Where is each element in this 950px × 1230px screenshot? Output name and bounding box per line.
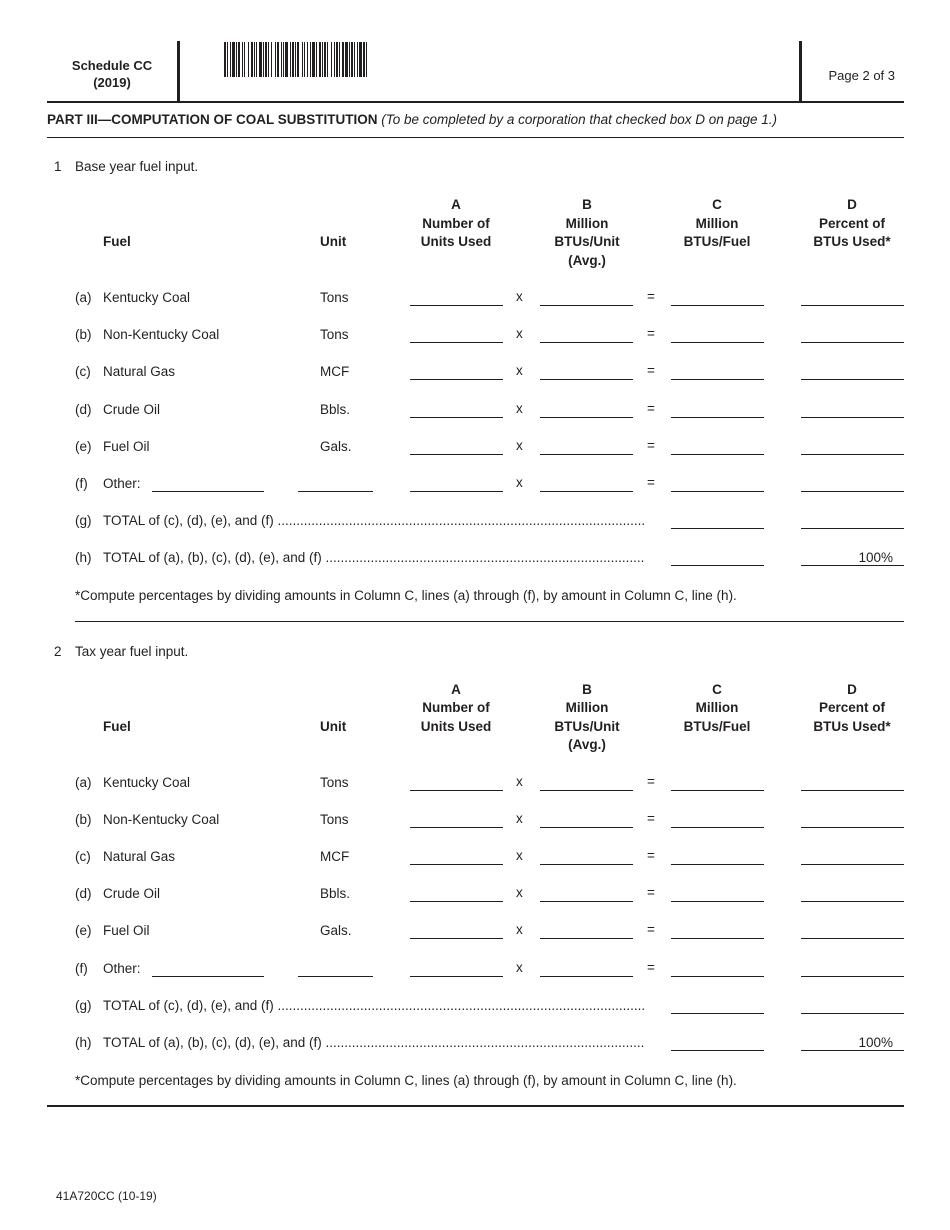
column-header-d-line: Percent of bbox=[818, 700, 886, 715]
section-label bbox=[54, 159, 198, 174]
column-header-b-line: B bbox=[582, 197, 592, 212]
column-b-input[interactable] bbox=[540, 379, 633, 380]
column-header-a bbox=[396, 196, 516, 252]
column-c-input[interactable] bbox=[671, 454, 764, 455]
column-d-input[interactable] bbox=[801, 901, 904, 902]
compute-percentages-note: *Compute percentages by dividing amounts in Column C, lines (a) through (f), by amount in Column C, line (h). bbox=[75, 588, 737, 603]
row-letter: (c) bbox=[75, 364, 91, 380]
bottom-rule bbox=[47, 1105, 904, 1107]
form-code: 41A720CC (10-19) bbox=[56, 1189, 157, 1203]
section-title: Base year fuel input. bbox=[75, 159, 199, 174]
row-unit: Gals. bbox=[320, 438, 352, 454]
column-a-input[interactable] bbox=[410, 491, 503, 492]
column-d-input[interactable] bbox=[801, 827, 904, 828]
part-rule bbox=[47, 137, 904, 138]
column-c-input[interactable] bbox=[671, 901, 764, 902]
column-c-input[interactable] bbox=[671, 379, 764, 380]
other-unit-input[interactable] bbox=[298, 491, 373, 492]
row-fuel-name: Kentucky Coal bbox=[103, 774, 191, 790]
column-a-input[interactable] bbox=[410, 379, 503, 380]
column-c-input[interactable] bbox=[671, 938, 764, 939]
column-d-input[interactable] bbox=[801, 454, 904, 455]
column-header-b bbox=[527, 681, 647, 755]
times-operator: x bbox=[516, 437, 523, 453]
column-header-c bbox=[657, 681, 777, 737]
total-g-column-d-input[interactable] bbox=[801, 1013, 904, 1014]
column-b-input[interactable] bbox=[540, 342, 633, 343]
row-letter: (c) bbox=[75, 848, 91, 864]
column-c-input[interactable] bbox=[671, 491, 764, 492]
part-instruction: (To be completed by a corporation that checked box D on page 1.) bbox=[381, 112, 778, 127]
times-operator: x bbox=[516, 289, 523, 304]
column-c-input[interactable] bbox=[671, 417, 764, 418]
row-unit: Tons bbox=[320, 774, 349, 790]
equals-operator: = bbox=[647, 773, 655, 789]
equals-operator: = bbox=[647, 289, 655, 304]
equals-operator: = bbox=[647, 400, 655, 416]
total-g-column-c-input[interactable] bbox=[671, 528, 764, 529]
column-c-input[interactable] bbox=[671, 342, 764, 343]
column-c-input[interactable] bbox=[671, 305, 764, 306]
column-a-input[interactable] bbox=[410, 827, 503, 828]
column-header-a-line: A bbox=[451, 681, 461, 697]
total-h-percent: 100% bbox=[801, 1035, 904, 1051]
times-operator: x bbox=[516, 326, 523, 342]
row-unit: Tons bbox=[320, 811, 349, 827]
header-divider-left bbox=[177, 41, 180, 102]
total-h-column-c-input[interactable] bbox=[671, 1050, 764, 1051]
column-b-input[interactable] bbox=[540, 454, 633, 455]
column-header-c-line: Million bbox=[695, 215, 739, 231]
row-letter: (b) bbox=[75, 327, 92, 343]
total-g-column-d-input[interactable] bbox=[801, 528, 904, 529]
section-divider bbox=[75, 621, 904, 622]
column-a-input[interactable] bbox=[410, 417, 503, 418]
column-header-fuel: Fuel bbox=[103, 234, 131, 249]
row-unit: Bbls. bbox=[320, 401, 351, 417]
row-letter: (d) bbox=[75, 401, 92, 417]
column-header-b-line: Million bbox=[565, 700, 609, 715]
column-header-b-line: Million bbox=[565, 215, 609, 231]
column-header-a-line: Units Used bbox=[420, 718, 492, 734]
column-d-input[interactable] bbox=[801, 342, 904, 343]
page-number: Page 2 of 3 bbox=[828, 68, 895, 83]
column-d-input[interactable] bbox=[801, 379, 904, 380]
column-header-d-line: D bbox=[847, 197, 857, 212]
column-d-input[interactable] bbox=[801, 976, 904, 977]
column-b-input[interactable] bbox=[540, 901, 633, 902]
column-header-c-line: C bbox=[712, 197, 722, 212]
column-header-a-line: Units Used bbox=[420, 234, 492, 249]
column-a-input[interactable] bbox=[410, 864, 503, 865]
column-header-d-line: Percent of bbox=[818, 215, 886, 231]
row-letter: (e) bbox=[75, 438, 92, 454]
row-fuel-name: Fuel Oil bbox=[103, 438, 150, 454]
column-a-input[interactable] bbox=[410, 790, 503, 791]
column-d-input[interactable] bbox=[801, 417, 904, 418]
column-b-input[interactable] bbox=[540, 417, 633, 418]
row-unit: MCF bbox=[320, 848, 350, 864]
equals-operator: = bbox=[647, 959, 655, 975]
total-g-label: TOTAL of (c), (d), (e), and (f) .................................................................................................. bbox=[103, 997, 646, 1013]
row-letter: (f) bbox=[75, 476, 88, 491]
section-number: 2 bbox=[54, 643, 62, 659]
column-header-b-line: BTUs/Unit bbox=[554, 718, 620, 734]
times-operator: x bbox=[516, 400, 523, 416]
total-h-letter: (h) bbox=[75, 550, 92, 565]
column-d-input[interactable] bbox=[801, 305, 904, 306]
column-header-a-line: Number of bbox=[422, 700, 490, 715]
equals-operator: = bbox=[647, 885, 655, 901]
column-header-b-line: (Avg.) bbox=[568, 252, 606, 268]
total-h-letter: (h) bbox=[75, 1034, 92, 1050]
row-unit: Bbls. bbox=[320, 886, 351, 902]
column-b-input[interactable] bbox=[540, 491, 633, 492]
column-header-fuel: Fuel bbox=[103, 718, 131, 734]
equals-operator: = bbox=[647, 922, 655, 938]
column-b-input[interactable] bbox=[540, 305, 633, 306]
column-header-a-line: A bbox=[451, 197, 461, 212]
column-header-c-line: BTUs/Fuel bbox=[683, 718, 751, 734]
row-fuel-name: Crude Oil bbox=[103, 886, 161, 902]
column-a-input[interactable] bbox=[410, 305, 503, 306]
column-c-input[interactable] bbox=[671, 976, 764, 977]
equals-operator: = bbox=[647, 810, 655, 826]
total-h-percent: 100% bbox=[801, 550, 904, 566]
column-header-d bbox=[792, 196, 912, 252]
column-c-input[interactable] bbox=[671, 827, 764, 828]
column-a-input[interactable] bbox=[410, 976, 503, 977]
equals-operator: = bbox=[647, 326, 655, 342]
row-fuel-name: Non-Kentucky Coal bbox=[103, 811, 220, 827]
times-operator: x bbox=[516, 847, 523, 863]
row-letter: (e) bbox=[75, 923, 92, 939]
row-letter: (a) bbox=[75, 774, 92, 790]
section-number: 1 bbox=[54, 159, 62, 174]
times-operator: x bbox=[516, 959, 523, 975]
header-rule bbox=[47, 101, 904, 103]
total-g-letter: (g) bbox=[75, 513, 92, 528]
column-b-input[interactable] bbox=[540, 938, 633, 939]
column-d-input[interactable] bbox=[801, 938, 904, 939]
column-b-input[interactable] bbox=[540, 976, 633, 977]
row-fuel-name: Natural Gas bbox=[103, 364, 176, 380]
section-title: Tax year fuel input. bbox=[75, 643, 189, 659]
column-b-input[interactable] bbox=[540, 790, 633, 791]
row-unit: MCF bbox=[320, 364, 350, 380]
times-operator: x bbox=[516, 885, 523, 901]
equals-operator: = bbox=[647, 847, 655, 863]
column-c-input[interactable] bbox=[671, 790, 764, 791]
schedule-year: (2019) bbox=[93, 75, 131, 90]
row-fuel-name: Kentucky Coal bbox=[103, 290, 191, 305]
row-unit: Gals. bbox=[320, 923, 352, 939]
total-h-label: TOTAL of (a), (b), (c), (d), (e), and (f) ..................................................................................... bbox=[103, 1034, 645, 1050]
total-h-column-c-input[interactable] bbox=[671, 565, 764, 566]
column-c-input[interactable] bbox=[671, 864, 764, 865]
column-header-b bbox=[527, 196, 647, 270]
column-a-input[interactable] bbox=[410, 454, 503, 455]
times-operator: x bbox=[516, 922, 523, 938]
column-a-input[interactable] bbox=[410, 901, 503, 902]
column-header-a bbox=[396, 681, 516, 737]
part-title bbox=[47, 112, 777, 127]
column-a-input[interactable] bbox=[410, 938, 503, 939]
column-header-c bbox=[657, 196, 777, 252]
column-header-d bbox=[792, 681, 912, 737]
column-d-input[interactable] bbox=[801, 790, 904, 791]
column-header-a-line: Number of bbox=[422, 215, 490, 231]
column-header-c-line: BTUs/Fuel bbox=[683, 234, 751, 249]
column-header-b-line: B bbox=[582, 681, 592, 697]
times-operator: x bbox=[516, 363, 523, 379]
row-fuel-name: Other: bbox=[103, 960, 141, 976]
row-letter: (b) bbox=[75, 811, 92, 827]
column-d-input[interactable] bbox=[801, 491, 904, 492]
row-fuel-name: Crude Oil bbox=[103, 401, 161, 417]
times-operator: x bbox=[516, 773, 523, 789]
row-fuel-name: Fuel Oil bbox=[103, 923, 150, 939]
row-letter: (d) bbox=[75, 886, 92, 902]
column-header-b-line: BTUs/Unit bbox=[554, 234, 620, 249]
equals-operator: = bbox=[647, 475, 655, 490]
column-d-input[interactable] bbox=[801, 864, 904, 865]
compute-percentages-note: *Compute percentages by dividing amounts in Column C, lines (a) through (f), by amount in Column C, line (h). bbox=[75, 1072, 737, 1088]
column-header-d-line: D bbox=[847, 681, 857, 697]
column-header-unit: Unit bbox=[320, 718, 347, 734]
equals-operator: = bbox=[647, 437, 655, 453]
total-g-label: TOTAL of (c), (d), (e), and (f) .................................................................................................. bbox=[103, 513, 646, 528]
row-unit: Tons bbox=[320, 290, 349, 305]
row-fuel-name: Non-Kentucky Coal bbox=[103, 327, 220, 343]
column-b-input[interactable] bbox=[540, 827, 633, 828]
section-label bbox=[54, 644, 188, 659]
row-letter: (a) bbox=[75, 290, 92, 305]
column-b-input[interactable] bbox=[540, 864, 633, 865]
row-letter: (f) bbox=[75, 960, 88, 976]
total-g-column-c-input[interactable] bbox=[671, 1013, 764, 1014]
total-g-letter: (g) bbox=[75, 997, 92, 1013]
other-fuel-input[interactable] bbox=[152, 976, 264, 977]
times-operator: x bbox=[516, 475, 523, 490]
other-fuel-input[interactable] bbox=[152, 491, 264, 492]
times-operator: x bbox=[516, 810, 523, 826]
column-header-c-line: C bbox=[712, 681, 722, 697]
schedule-title bbox=[48, 57, 176, 91]
column-header-b-line: (Avg.) bbox=[568, 737, 606, 752]
row-fuel-name: Natural Gas bbox=[103, 848, 176, 864]
column-header-unit: Unit bbox=[320, 234, 347, 249]
column-header-d-line: BTUs Used* bbox=[813, 718, 891, 734]
row-unit: Tons bbox=[320, 327, 349, 343]
row-fuel-name: Other: bbox=[103, 476, 141, 491]
equals-operator: = bbox=[647, 363, 655, 379]
total-h-label: TOTAL of (a), (b), (c), (d), (e), and (f) ..................................................................................... bbox=[103, 550, 645, 565]
schedule-name: Schedule CC bbox=[71, 58, 153, 73]
other-unit-input[interactable] bbox=[298, 976, 373, 977]
column-a-input[interactable] bbox=[410, 342, 503, 343]
column-header-d-line: BTUs Used* bbox=[813, 234, 891, 249]
column-header-c-line: Million bbox=[695, 700, 739, 715]
part-heading: PART III—COMPUTATION OF COAL SUBSTITUTION bbox=[47, 112, 378, 127]
barcode-image bbox=[224, 42, 436, 77]
header-divider-right bbox=[799, 41, 802, 102]
